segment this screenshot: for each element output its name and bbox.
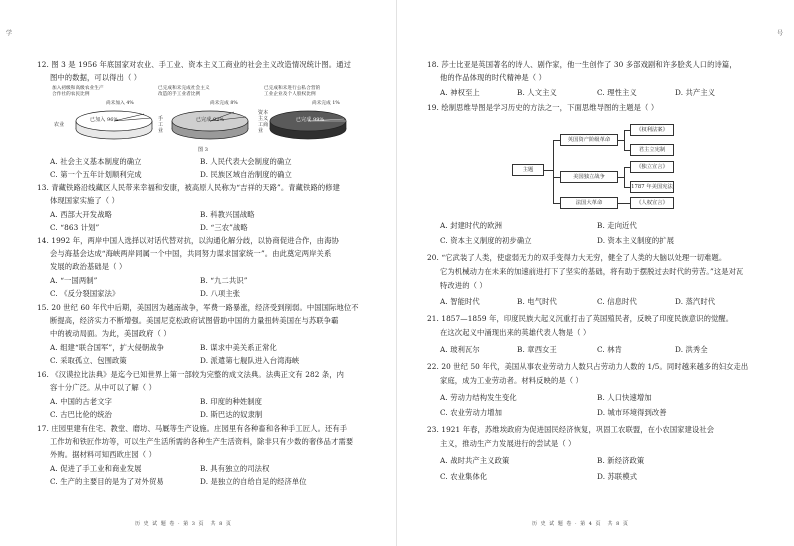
- q15-option-c[interactable]: C. 采取孤立、包围政策: [50, 356, 127, 365]
- chart-panel-2-pie-slice: [172, 111, 248, 139]
- question-16-line-2: 容十分广泛。从中可以了解（ ）: [50, 383, 156, 392]
- question-23-line-1: 23. 1921 年春，苏维埃政府为促进国民经济恢复，巩固工农联盟，在小农国家建设社会: [427, 425, 715, 434]
- chart-panel-3-pie: [266, 105, 350, 145]
- q16-option-b[interactable]: B. 印度的种姓制度: [200, 397, 263, 406]
- q19-option-c[interactable]: C. 资本主义制度的初步确立: [440, 236, 532, 245]
- q14-option-d[interactable]: D. 八项主张: [200, 289, 241, 298]
- q20-option-c[interactable]: C. 信息时代: [597, 297, 637, 306]
- chart-panel-3-caption-2: 工业企业及个人股权比例: [264, 92, 316, 97]
- q13-option-a[interactable]: A. 西部大开发战略: [50, 210, 112, 219]
- q23-option-b[interactable]: B. 新经济政策: [597, 456, 645, 465]
- mindmap-branch-3: 法国大革命: [560, 197, 618, 209]
- mindmap-leaf-constitutional-monarchy: 君主立宪制: [630, 144, 674, 156]
- question-17-line-2: 工作坊和铁匠作坊等，可以生产生活所需的各种生产生活资料，除非只有少数的奢侈品才需要: [50, 437, 354, 446]
- q21-option-c[interactable]: C. 林肯: [597, 345, 623, 354]
- q14-option-b[interactable]: B. “九二共识”: [200, 276, 248, 285]
- question-14-line-2: 会与海基会达成“海峡两岸同属一个中国，共同努力谋求国家统一”。由此奠定两岸关系: [50, 249, 332, 258]
- q21-option-a[interactable]: A. 玻利瓦尔: [440, 345, 480, 354]
- q14-option-a[interactable]: A. “一国两制”: [50, 276, 98, 285]
- mindmap-branch-2: 美国独立战争: [560, 171, 618, 183]
- q21-option-b[interactable]: B. 章西女王: [517, 345, 557, 354]
- question-16-line-1: 16. 《汉谟拉比法典》是迄今已知世界上第一部较为完整的成文法典。法典正文有 282 条，内: [37, 370, 345, 379]
- mindmap-leaf-declaration-of-independence: 《独立宣言》: [630, 161, 674, 173]
- q12-option-c[interactable]: C. 第一个五年计划顺利完成: [50, 170, 142, 179]
- q13-option-c[interactable]: C. “863 计划”: [50, 223, 100, 232]
- chart-panel-3-side-label: 资本主义工商业: [258, 110, 269, 134]
- q16-option-c[interactable]: C. 古巴比伦的统治: [50, 410, 113, 419]
- q20-option-d[interactable]: D. 蒸汽时代: [675, 297, 716, 306]
- q13-option-d[interactable]: D. “三农”战略: [200, 223, 248, 232]
- question-23-line-2: 主义，推动生产力发展进行的尝试是（ ）: [440, 439, 576, 448]
- chart-panel-1-caption-1: 加入初级和高级农业生产: [52, 86, 104, 91]
- mindmap-branch-1: 英国资产阶级革命: [560, 134, 618, 146]
- q17-option-d[interactable]: D. 是独立的自给自足的经济单位: [200, 477, 307, 486]
- question-19-line-1: 19. 绘制思维导图是学习历史的方法之一，下面思维导图的主题是（ ）: [427, 103, 659, 112]
- question-18-line-1: 18. 莎士比亚是英国著名的诗人、剧作家，他一生创作了 30 多部戏剧和许多脍炙人口的诗篇，: [427, 60, 737, 69]
- question-17-line-3: 外购。据材料可知西欧庄园（ ）: [50, 450, 156, 459]
- chart-panel-1-side-label: 农业: [54, 122, 65, 128]
- question-22-line-1: 22. 20 世纪 50 年代，美国从事农业劳动力人数只占劳动力人数的 1/5。同时越来越多的妇女走出: [427, 362, 749, 371]
- question-14-line-3: 发展的政治基础是（ ）: [50, 262, 127, 271]
- q18-option-a[interactable]: A. 神权至上: [440, 88, 480, 97]
- q22-option-c[interactable]: C. 农业劳动力增加: [440, 408, 503, 417]
- q22-option-a[interactable]: A. 劳动力结构发生变化: [440, 393, 517, 402]
- q18-option-c[interactable]: C. 理性主义: [597, 88, 637, 97]
- q17-option-c[interactable]: C. 生产的主要目的是为了对外贸易: [50, 477, 164, 486]
- chart-panel-1-caption-2: 合作社的农民比例: [52, 92, 90, 97]
- q19-option-d[interactable]: D. 资本主义制度的扩展: [597, 236, 675, 245]
- q13-option-b[interactable]: B. 科教兴国战略: [200, 210, 255, 219]
- mindmap-leaf-bill-of-rights: 《权利法案》: [630, 124, 674, 136]
- chart-panel-3-pie-slice: [270, 111, 346, 139]
- question-14-line-1: 14. 1992 年，两岸中国人选择以对话代替对抗，以沟通化解分歧，以协商促进合作，由海协: [37, 236, 339, 245]
- q23-option-c[interactable]: C. 农业集体化: [440, 472, 488, 481]
- q22-option-b[interactable]: B. 人口快速增加: [597, 393, 652, 402]
- chart-panel-2-slice-label: 已完成 92%: [196, 117, 225, 123]
- pie-chart-figure: [50, 85, 350, 147]
- q20-option-b[interactable]: B. 电气时代: [517, 297, 557, 306]
- q12-option-d[interactable]: D. 民族区域自治制度的确立: [200, 170, 292, 179]
- q22-option-d[interactable]: D. 城市环境得到改善: [597, 408, 667, 417]
- q19-option-b[interactable]: B. 走向近代: [597, 221, 637, 230]
- mindmap-leaf-us-constitution: 1787 年美国宪法: [630, 181, 674, 193]
- chart-panel-2-side-label: 手工业: [158, 116, 164, 134]
- chart-panel-1-legend: 尚未加入 4%: [106, 101, 134, 106]
- question-18-line-2: 他的作品体现的时代精神是（ ）: [440, 73, 546, 82]
- left-page-footer: 历 史 试 题 卷 · 第 3 页 共 8 页: [135, 521, 232, 527]
- question-15-line-3: 中的被动局面。为此，美国政府（ ）: [50, 329, 171, 338]
- question-20-line-3: 特改进的（ ）: [440, 281, 487, 290]
- chart-panel-2-pie: [168, 105, 252, 145]
- chart-panel-1-slice-label: 已加入 96%: [90, 117, 119, 123]
- chart-panel-1-pie-slice: [76, 111, 152, 139]
- q15-option-b[interactable]: B. 谋求中美关系正常化: [200, 343, 277, 352]
- chart-panel-2-caption-1: 已完成和未完成社会主义: [158, 86, 210, 91]
- question-20-line-1: 20. “它武装了人类，使虚弱无力的双手变得力大无穷，健全了人类的大脑以处理一切难题。: [427, 253, 727, 262]
- question-17-line-1: 17. 庄园里建有住宅、教堂、磨坊、马厩等生产设施。庄园里有各种畜和各种手工匠人。还有手: [37, 424, 348, 433]
- question-21-line-2: 在这次起义中涌现出来的英雄代表人物是（ ）: [440, 328, 591, 337]
- chart-panel-3-slice-label: 已完成 99%: [296, 117, 325, 123]
- chart-caption: 图 3: [198, 147, 209, 153]
- question-20-line-2: 它为机械动力在未来的加速前进打下了坚实的基础，将有助于摆脱过去时代的劳苦。”这是对瓦: [440, 267, 744, 276]
- chart-panel-2-caption-2: 改造的手工业者比例: [158, 92, 201, 97]
- mindmap-leaf-rights-of-man: 《人权宣言》: [630, 197, 674, 209]
- question-15-line-2: 断提高，经济实力不断增强。美国尼克松政府试图借助中国的力量扭转美国在与苏联争霸: [50, 316, 339, 325]
- q15-option-a[interactable]: A. 组建“联合国军”，扩大侵朝战争: [50, 343, 165, 352]
- q23-option-a[interactable]: A. 战时共产主义政策: [440, 456, 510, 465]
- question-12-line-2: 图中的数据，可以得出（ ）: [50, 73, 142, 82]
- q18-option-d[interactable]: D. 共产主义: [675, 88, 716, 97]
- chart-panel-3-caption-1: 已完成和未进行公私合营的: [264, 86, 321, 91]
- chart-panel-3-legend: 尚未完成 1%: [312, 101, 340, 106]
- question-12-line-1: 12. 图 3 是 1956 年底国家对农业、手工业、资本主义工商业的社会主义改造情况统计图。通过: [37, 60, 351, 69]
- q16-option-a[interactable]: A. 中国的古老文字: [50, 397, 112, 406]
- mindmap-root: 主题: [512, 164, 544, 176]
- q20-option-a[interactable]: A. 智能时代: [440, 297, 480, 306]
- q17-option-b[interactable]: B. 具有独立的司法权: [200, 464, 270, 473]
- q14-option-c[interactable]: C. 《反分裂国家法》: [50, 289, 120, 298]
- chart-panel-1-pie: [72, 105, 156, 145]
- corner-mark: 号: [777, 30, 784, 37]
- right-page: [397, 0, 794, 546]
- q21-option-d[interactable]: D. 洪秀全: [675, 345, 708, 354]
- question-22-line-2: 家庭，成为工业劳动者。材料反映的是（ ）: [440, 376, 583, 385]
- q12-option-b[interactable]: B. 人民代表大会制度的确立: [200, 157, 292, 166]
- q15-option-d[interactable]: D. 派遣第七舰队进入台湾海峡: [200, 356, 300, 365]
- q18-option-b[interactable]: B. 人文主义: [517, 88, 557, 97]
- q12-option-a[interactable]: A. 社会主义基本制度的确立: [50, 157, 142, 166]
- right-page-footer: 历 史 试 题 卷 · 第 4 页 共 8 页: [532, 521, 629, 527]
- question-21-line-1: 21. 1857—1859 年，印度民族大起义沉重打击了英国殖民者，反映了印度民族意识的觉醒。: [427, 314, 734, 323]
- q17-option-a[interactable]: A. 促进了手工业和商业发展: [50, 464, 142, 473]
- question-13-line-1: 13. 青藏铁路沿线藏区人民带来幸福和安康，被高原人民称为“吉祥的天路”。青藏铁路的修建: [37, 183, 341, 192]
- q23-option-d[interactable]: D. 苏联模式: [597, 472, 638, 481]
- question-15-line-1: 15. 20 世纪 60 年代中后期，美国因为越南战争，军费一路暴涨，经济受到削弱。中国国际地位不: [37, 303, 359, 312]
- corner-mark: 学: [6, 30, 13, 37]
- chart-panel-2-legend: 尚未完成 8%: [210, 101, 238, 106]
- q16-option-d[interactable]: D. 斯巴达的奴隶制: [200, 410, 263, 419]
- q19-option-a[interactable]: A. 封建时代的欧洲: [440, 221, 502, 230]
- question-13-line-2: 体现国家实施了（ ）: [50, 196, 119, 205]
